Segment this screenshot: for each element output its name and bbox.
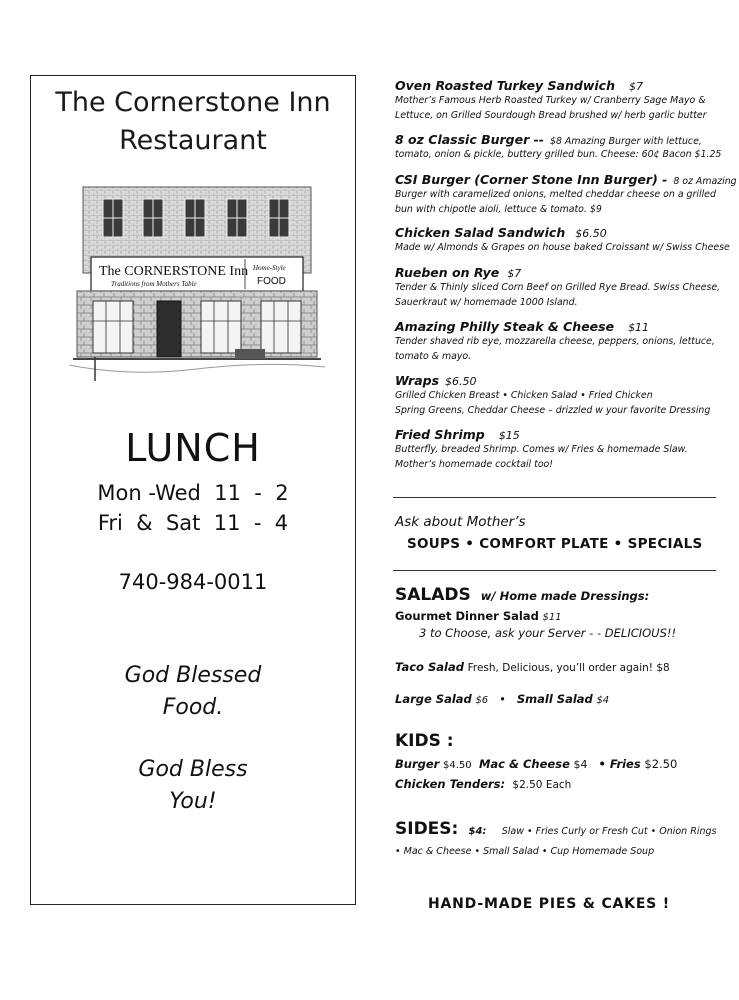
- item-desc-1: Made w/ Almonds & Grapes on house baked Croissant w/ Swiss Cheese: [395, 242, 730, 253]
- menu-item: [395, 172, 737, 217]
- specials-list: SOUPS • COMFORT PLATE • SPECIALS: [407, 536, 703, 552]
- gourmet-salad: Gourmet Dinner Salad: [395, 609, 539, 623]
- kids-burger: Burger: [395, 757, 440, 771]
- item-name: 8 oz Classic Burger --: [395, 132, 544, 147]
- blessing-food: [31, 660, 355, 724]
- phone-number: 740-984-0011: [118, 570, 268, 594]
- salads-subheading: w/ Home made Dressings:: [480, 589, 650, 603]
- left-panel: [30, 75, 356, 905]
- small-salad: Small Salad: [516, 692, 593, 706]
- kids-burger-price: $4.50: [442, 760, 472, 771]
- restaurant-title: [31, 84, 355, 160]
- item-price: $11: [628, 321, 650, 334]
- item-desc-1: Tender & Thinly sliced Corn Beef on Grilled Rye Bread. Swiss Cheese,: [395, 282, 721, 293]
- kids-heading: KIDS :: [395, 731, 454, 751]
- building-illustration: [69, 181, 325, 393]
- ask-about-text: Ask about Mother’s: [395, 514, 526, 530]
- item-price: 8 oz Amazing: [673, 176, 737, 187]
- pies-banner: [428, 896, 739, 912]
- sides-section: [395, 819, 725, 857]
- item-name: CSI Burger (Corner Stone Inn Burger) -: [395, 172, 668, 187]
- lunch-hours: [31, 478, 355, 538]
- blessing-you-line-2: You!: [169, 789, 217, 814]
- pies-text: HAND-MADE PIES & CAKES !: [428, 896, 670, 912]
- sign-side-text-1: Home-Style: [253, 264, 286, 272]
- menu-item: [395, 78, 725, 123]
- item-name: Oven Roasted Turkey Sandwich: [395, 78, 615, 93]
- kids-tenders: Chicken Tenders:: [395, 777, 506, 791]
- item-desc-1: Grilled Chicken Breast • Chicken Salad • Fried Chicken: [395, 390, 653, 401]
- item-price: $7: [507, 267, 522, 280]
- item-desc-2: Spring Greens, Cheddar Cheese – drizzled w your favorite Dressing: [395, 404, 711, 416]
- title-line-1: The Cornerstone Inn: [55, 87, 331, 118]
- title-line-2: Restaurant: [119, 125, 267, 156]
- item-name: Wraps: [395, 373, 440, 388]
- sides-line-2: • Mac & Cheese • Small Salad • Cup Homemade Soup: [395, 846, 655, 857]
- sides-heading: SIDES:: [395, 819, 459, 839]
- salads-section: SALADS w/ Home made Dressings: Gourmet Dinner Salad $11 3 to Choose, ask your Server - - DELICIOUS!! Taco Salad Fresh, Delicious, you’ll order again! $8 Large Salad $6 • Small Salad $4: [395, 585, 725, 706]
- item-desc-2: Mother’s homemade cocktail too!: [395, 458, 554, 470]
- item-desc-1: Burger with caramelized onions, melted cheddar cheese on a grilled: [395, 189, 716, 200]
- hours-weekday: Mon -Wed 11 - 2: [97, 481, 289, 505]
- menu-item: [395, 265, 725, 310]
- item-desc-1: Mother’s Famous Herb Roasted Turkey w/ Cranberry Sage Mayo &: [395, 95, 706, 106]
- small-price: $4: [596, 695, 610, 706]
- menu-item: [395, 373, 725, 418]
- divider-bottom: [393, 570, 716, 571]
- item-desc-2: Lettuce, on Grilled Sourdough Bread brushed w/ herb garlic butter: [395, 109, 707, 121]
- item-price: $8 Amazing Burger with lettuce,: [550, 136, 702, 147]
- sign-name-text: The CORNERSTONE Inn: [99, 264, 249, 279]
- hours-weekend: Fri & Sat 11 - 4: [97, 511, 289, 535]
- specials-block: [395, 514, 725, 552]
- kids-tenders-price: $2.50 Each: [512, 779, 572, 791]
- menu-item: [395, 132, 725, 163]
- item-price: $6.50: [445, 375, 477, 388]
- salads-heading: SALADS: [395, 585, 471, 605]
- sign-side-text-2: FOOD: [257, 276, 286, 287]
- taco-salad: Taco Salad: [395, 660, 464, 674]
- item-price: $15: [498, 429, 520, 442]
- blessing-you: [31, 754, 355, 818]
- item-price: $7: [628, 80, 643, 93]
- item-desc-2: bun with chipotle aioli, lettuce & tomato. $9: [395, 203, 602, 215]
- menu-item: [395, 427, 725, 472]
- divider-top: [393, 497, 716, 498]
- menu-item: [395, 225, 730, 256]
- sides-line-1: Slaw • Fries Curly or Fresh Cut • Onion Rings: [501, 826, 717, 837]
- kids-fries: • Fries: [598, 757, 641, 771]
- item-name: Fried Shrimp: [395, 427, 485, 442]
- item-name: Amazing Philly Steak & Cheese: [395, 319, 615, 334]
- sides-price: $4:: [468, 826, 487, 837]
- item-price: $6.50: [575, 227, 607, 240]
- kids-section: [395, 731, 725, 791]
- lunch-heading: LUNCH: [125, 426, 261, 470]
- item-desc-1: Butterfly, breaded Shrimp. Comes w/ Fries & homemade Slaw.: [395, 444, 688, 455]
- menu-item: [395, 319, 725, 364]
- gourmet-note: 3 to Choose, ask your Server - - DELICIOUS!!: [419, 626, 677, 640]
- item-name: Rueben on Rye: [395, 265, 500, 280]
- kids-fries-price: $2.50: [644, 757, 678, 771]
- large-salad: Large Salad: [395, 692, 472, 706]
- kids-mac: Mac & Cheese: [478, 757, 570, 771]
- gourmet-price: $11: [542, 612, 562, 623]
- blessing-food-line-2: Food.: [162, 695, 224, 720]
- item-desc-2: Sauerkraut w/ homemade 1000 Island.: [395, 296, 578, 308]
- kids-mac-price: $4: [573, 758, 588, 771]
- large-price: $6: [475, 695, 489, 706]
- blessing-food-line-1: God Blessed: [124, 663, 262, 688]
- item-desc-2: tomato & mayo.: [395, 350, 472, 362]
- blessing-you-line-1: God Bless: [138, 757, 248, 782]
- item-desc-1: Tender shaved rib eye, mozzarella cheese, peppers, onions, lettuce,: [395, 336, 715, 347]
- sign-tagline-text: Traditions from Mothers Table: [111, 280, 197, 288]
- item-name: Chicken Salad Sandwich: [395, 225, 566, 240]
- item-desc-1: tomato, onion & pickle, buttery grilled bun. Cheese: 60¢ Bacon $1.25: [395, 149, 722, 160]
- taco-desc: Fresh, Delicious, you’ll order again! $8: [467, 662, 670, 674]
